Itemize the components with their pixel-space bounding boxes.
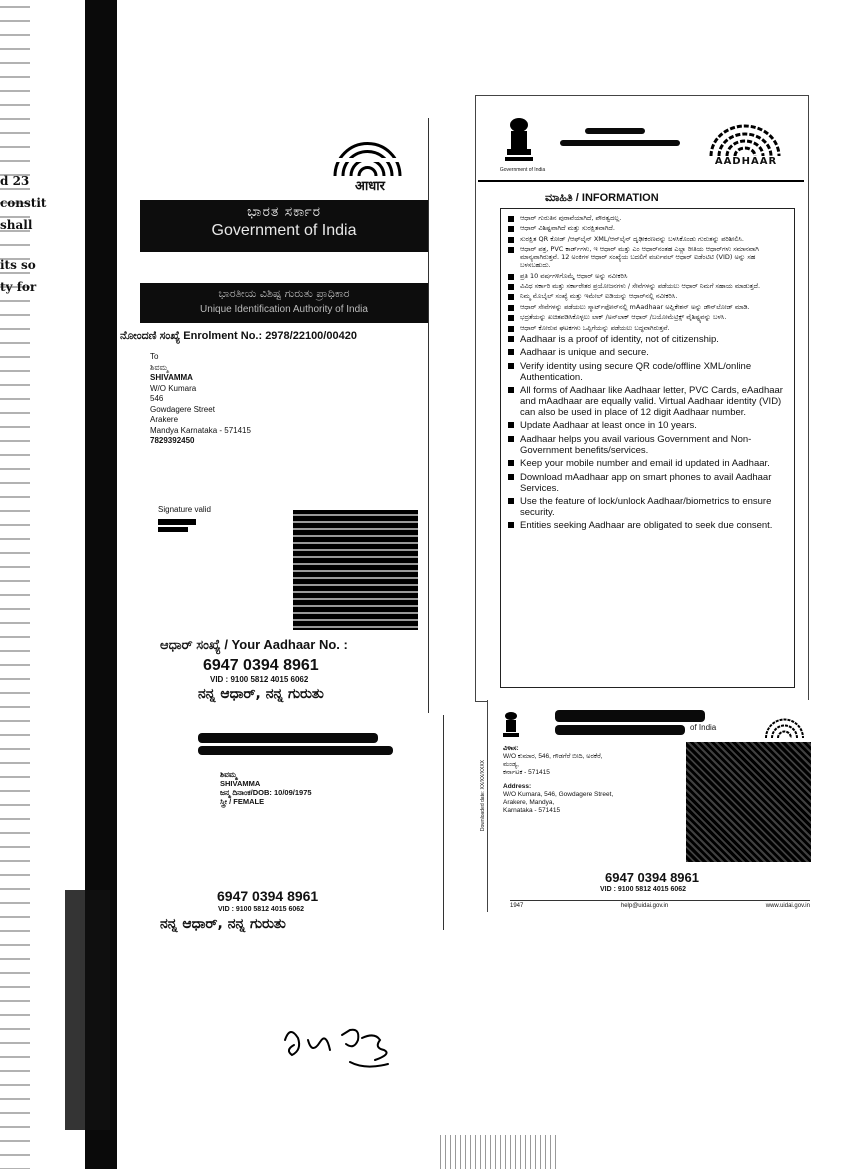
info-item-english: Aadhaar is unique and secure. bbox=[508, 347, 786, 358]
address-line: W/O Kumara, 546, Gowdagere Street, bbox=[503, 791, 614, 798]
enrolment-number: ನೋಂದಣಿ ಸಂಖ್ಯೆ Enrolment No.: 2978/22100/00420 bbox=[120, 330, 357, 342]
info-item-english: Aadhaar is a proof of identity, not of citizenship. bbox=[508, 334, 786, 345]
redaction-bar bbox=[198, 746, 393, 755]
address-line: Gowdagere Street bbox=[150, 404, 215, 414]
detail-line: SHIVAMMA bbox=[220, 779, 261, 788]
uidai-kannada: ಭಾರತೀಯ ವಿಶಿಷ್ಟ ಗುರುತು ಪ್ರಾಧಿಕಾರ bbox=[218, 287, 350, 300]
recipient-address bbox=[150, 352, 320, 447]
info-item-kannada: ಆಧಾರ್ ವಿಶಿಷ್ಟವಾಗಿದೆ ಮತ್ತು ಸುರಕ್ಷಿತವಾಗಿದೆ. bbox=[508, 224, 786, 232]
cutout-motto: ನನ್ನ ಆಧಾರ್, ನನ್ನ ಗುರುತು bbox=[160, 916, 286, 932]
government-kannada: ಭಾರತ ಸರ್ಕಾರ bbox=[246, 204, 322, 220]
cutout-virtual-id: VID : 9100 5812 4015 6062 bbox=[218, 906, 305, 913]
virtual-id: VID : 9100 5812 4015 6062 bbox=[210, 675, 309, 684]
info-item-kannada: ಆಧಾರ್ ಸೇವೆಗಳನ್ನು ಪಡೆಯಲು ಸ್ಮಾರ್ಟ್‌ಫೋನ್‌ನಲ್ಲಿ mAadhaar ಅಪ್ಲಿಕೇಶನ್ ಅನ್ನು ಡೌನ್‌ಲೋಡ್ ಮಾಡಿ. bbox=[508, 303, 786, 311]
uidai-banner bbox=[140, 283, 428, 323]
address-line: ವಿಳಾಸ: bbox=[503, 745, 519, 752]
address-line: Arakere, Mandya, bbox=[503, 799, 555, 806]
address-line: Mandya Karnataka - 571415 bbox=[150, 425, 251, 435]
info-item-english: Keep your mobile number and email id updated in Aadhaar. bbox=[508, 458, 786, 469]
aadhaar-logo-text: AADHAAR bbox=[714, 156, 778, 167]
detail-line: ಶಿವಮ್ಮ bbox=[220, 770, 238, 779]
government-banner bbox=[140, 200, 428, 252]
government-caption: of India bbox=[690, 723, 717, 732]
fragment-line: shall bbox=[0, 218, 33, 232]
detail-line: ಜನ್ಮ ದಿನಾಂಕ/DOB: 10/09/1975 bbox=[220, 788, 312, 797]
emblem-icon bbox=[500, 115, 538, 167]
signature-redaction bbox=[158, 519, 196, 525]
email-text: help@uidai.gov.in bbox=[620, 903, 669, 909]
info-item-kannada: ಪ್ರತಿ 10 ವರ್ಷಗಳಿಗೊಮ್ಮೆ ಆಧಾರ್ ಅನ್ನು ನವೀಕರಿಸಿ bbox=[508, 272, 786, 280]
redaction-bar bbox=[555, 725, 685, 735]
address-line: 7829392450 bbox=[150, 436, 195, 445]
scan-noise bbox=[440, 1135, 560, 1169]
government-english: Government of India bbox=[211, 222, 357, 239]
info-item-kannada: ಭದ್ರತೆಯನ್ನು ಖಚಿತಪಡಿಸಿಕೊಳ್ಳಲು ಲಾಕ್ /ಅನ್‌ಲಾಕ್ ಆಧಾರ್ /ಬಯೋಮೆಟ್ರಿಕ್ಸ್ ವೈಶಿಷ್ಟ್ಯವನ್ನು ಬಳಸಿ. bbox=[508, 313, 786, 321]
fragment-line: d 23 bbox=[0, 174, 30, 188]
address-line: SHIVAMMA bbox=[150, 373, 193, 382]
back-virtual-id: VID : 9100 5812 4015 6062 bbox=[600, 886, 687, 893]
aadhaar-logo-icon bbox=[762, 712, 807, 740]
header-divider bbox=[478, 180, 804, 182]
back-aadhaar-number: 6947 0394 8961 bbox=[605, 870, 699, 885]
contact-footer bbox=[510, 900, 810, 909]
signature-block bbox=[158, 505, 211, 532]
download-date-vertical: Downloaded date: XX/XX/XXXX bbox=[480, 760, 486, 832]
phone-text: 1947 bbox=[510, 903, 524, 909]
information-title: ಮಾಹಿತಿ / INFORMATION bbox=[545, 192, 659, 204]
info-item-kannada: ನಿಮ್ಮ ಮೊಬೈಲ್ ಸಂಖ್ಯೆ ಮತ್ತು ಇಮೇಲ್ ಐಡಿಯನ್ನು ಆಧಾರ್‌ನಲ್ಲಿ ನವೀಕರಿಸಿ. bbox=[508, 292, 786, 300]
info-item-english: Aadhaar helps you avail various Government and Non- Government benefits/services. bbox=[508, 434, 786, 456]
aadhaar-logo-text: आधार bbox=[355, 179, 385, 194]
aadhaar-number-label: ಆಧಾರ್ ಸಂಖ್ಯೆ / Your Aadhaar No. : bbox=[160, 637, 348, 652]
info-item-kannada: ವಿವಿಧ ಸರ್ಕಾರಿ ಮತ್ತು ಸರ್ಕಾರೇತರ ಪ್ರಯೋಜನಗಳು / ಸೇವೆಗಳನ್ನು ಪಡೆಯಲು ಆಧಾರ್ ನಿಮಗೆ ಸಹಾಯ ಮಾಡುತ್ತದೆ. bbox=[508, 282, 786, 290]
info-item-english: Verify identity using secure QR code/offline XML/online Authentication. bbox=[508, 361, 786, 383]
address-line: Karnataka - 571415 bbox=[503, 807, 561, 814]
address-line: 546 bbox=[150, 394, 164, 403]
address-line: To bbox=[150, 352, 159, 361]
scan-dark-fragment bbox=[65, 890, 110, 1130]
info-item-english: All forms of Aadhaar like Aadhaar letter, PVC Cards, eAadhaar and mAadhaar are equally valid. Virtual Aadhaar identity (VID) can also be used in place of 12 digit Aadhaar number. bbox=[508, 385, 786, 418]
address-line: Arakere bbox=[150, 415, 179, 424]
info-item-english: Update Aadhaar at least once in 10 years. bbox=[508, 420, 786, 431]
detail-line: ಸ್ತ್ರೀ / FEMALE bbox=[220, 797, 265, 806]
emblem-icon bbox=[500, 710, 522, 742]
information-list bbox=[508, 214, 786, 534]
fragment-line: its so bbox=[0, 258, 36, 272]
back-address bbox=[503, 745, 703, 815]
website-text: www.uidai.gov.in bbox=[765, 903, 810, 909]
info-item-english: Entities seeking Aadhaar are obligated to seek due consent. bbox=[508, 520, 786, 531]
info-item-kannada: ಆಧಾರ್ ಪತ್ರ, PVC ಕಾರ್ಡ್‌ಗಳು, ಇ ಆಧಾರ್ ಮತ್ತು ಎಂ ಆಧಾರ್‌ನಂತಹ ಎಲ್ಲಾ ರೀತಿಯ ಆಧಾರ್‌ಗಳು ಸಮಾನವಾಗಿ ಮಾನ್ಯವಾಗಿರುತ್ತವೆ. 12 ಅಂಕಿಗಳ ಆಧಾರ್ ಸಂಖ್ಯೆಯ ಬದಲಿಗೆ ವರ್ಚುವಲ್ ಆಧಾರ್ ಐಡೆಂಟಿಟಿ (VID) ಅನ್ನು ಸಹ ಬಳಸಬಹುದು. bbox=[508, 245, 786, 269]
aadhaar-number: 6947 0394 8961 bbox=[203, 657, 319, 674]
qr-code bbox=[686, 742, 811, 862]
info-item-english: Use the feature of lock/unlock Aadhaar/biometrics to ensure security. bbox=[508, 496, 786, 518]
address-line: W/O Kumara bbox=[150, 383, 197, 393]
address-line: Address: bbox=[503, 783, 532, 790]
redaction-bar bbox=[560, 140, 680, 146]
uidai-english: Unique Identification Authority of India bbox=[200, 304, 368, 315]
info-item-kannada: ಸುರಕ್ಷಿತ QR ಕೋಡ್ /ಆಫ್‌ಲೈನ್ XML/ಆನ್‌ಲೈನ್ ದೃಢೀಕರಣವನ್ನು ಬಳಸಿಕೊಂಡು ಗುರುತನ್ನು ಪರಿಶೀಲಿಸಿ. bbox=[508, 235, 786, 243]
fragment-line: constit bbox=[0, 196, 47, 210]
address-line: W/O ಕುಮಾರ, 546, ಗೌಡಗೆರೆ ಬೀದಿ, ಅರಕೆರೆ, bbox=[503, 753, 603, 760]
info-item-kannada: ಆಧಾರ್ ಕೋರುವ ಘಟಕಗಳು ಒಪ್ಪಿಗೆಯನ್ನು ಪಡೆಯಲು ಬದ್ಧವಾಗಿರುತ್ತವೆ. bbox=[508, 324, 786, 332]
handwritten-signature bbox=[280, 1020, 400, 1080]
info-item-english: Download mAadhaar app on smart phones to avail Aadhaar Services. bbox=[508, 472, 786, 494]
address-line: ಕರ್ನಾಟಕ - 571415 bbox=[503, 769, 550, 776]
redaction-bar bbox=[555, 710, 705, 722]
redaction-bar bbox=[198, 733, 378, 743]
signature-redaction bbox=[158, 527, 188, 532]
qr-code bbox=[293, 510, 418, 630]
info-item-kannada: ಆಧಾರ್ ಗುರುತಿನ ಪುರಾವೆಯಾಗಿದೆ, ಪೌರತ್ವದಲ್ಲ. bbox=[508, 214, 786, 222]
emblem-caption: Government of India bbox=[499, 167, 546, 173]
cutout-details bbox=[220, 770, 312, 806]
redaction-bar bbox=[585, 128, 645, 134]
aadhaar-motto: ನನ್ನ ಆಧಾರ್, ನನ್ನ ಗುರುತು bbox=[198, 686, 324, 702]
aadhaar-logo-icon bbox=[705, 118, 785, 158]
address-line: ಶಿವಮ್ಮ bbox=[150, 362, 169, 372]
address-line: ಮಂಡ್ಯ, bbox=[503, 761, 519, 768]
fragment-line: ty for bbox=[0, 280, 37, 294]
signature-label: Signature valid bbox=[158, 505, 211, 514]
cutout-aadhaar-number: 6947 0394 8961 bbox=[217, 888, 319, 904]
